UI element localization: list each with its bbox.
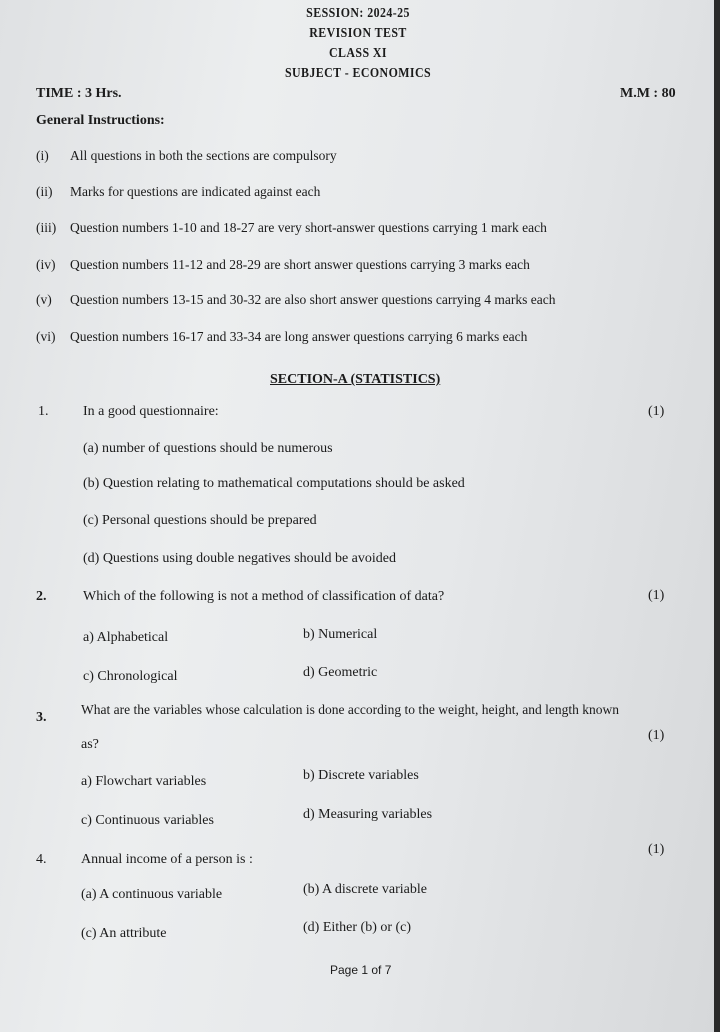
option: c) Continuous variables: [81, 813, 214, 828]
option: (a) A continuous variable: [81, 887, 223, 902]
instruction-text: Marks for questions are indicated against each: [70, 184, 321, 199]
option: (c) Personal questions should be prepared: [83, 513, 317, 528]
instruction-number: (i): [36, 148, 49, 163]
question-text: What are the variables whose calculation is done according to the weight, height, and length known: [81, 702, 619, 717]
option: d) Measuring variables: [303, 807, 433, 822]
option: c) Chronological: [83, 669, 178, 684]
question-number: 3.: [36, 710, 47, 725]
instruction-text: All questions in both the sections are compulsory: [70, 148, 337, 163]
instruction-text: Question numbers 1-10 and 18-27 are very short-answer questions carrying 1 mark each: [70, 220, 547, 235]
instruction-text: Question numbers 13-15 and 30-32 are also short answer questions carrying 4 marks each: [70, 292, 556, 307]
question-number: 2.: [36, 589, 47, 604]
instruction-text: Question numbers 16-17 and 33-34 are long answer questions carrying 6 marks each: [70, 329, 528, 344]
instruction-text: Question numbers 11-12 and 28-29 are short answer questions carrying 3 marks each: [70, 257, 530, 272]
option: b) Numerical: [303, 627, 378, 642]
option: (b) Question relating to mathematical computations should be asked: [83, 476, 465, 491]
question-text: In a good questionnaire:: [83, 404, 219, 419]
question-text-continued: as?: [81, 737, 99, 752]
option: (c) An attribute: [81, 926, 167, 941]
question-marks: (1): [648, 404, 665, 419]
instruction-number: (vi): [36, 329, 56, 344]
class-heading: CLASS XI: [329, 46, 387, 61]
max-marks-label: M.M : 80: [620, 86, 676, 101]
option: (b) A discrete variable: [303, 882, 428, 897]
instruction-number: (v): [36, 292, 52, 307]
option: b) Discrete variables: [303, 768, 419, 783]
instruction-number: (iii): [36, 220, 57, 235]
question-number: 1.: [38, 404, 49, 419]
option: (d) Either (b) or (c): [303, 920, 412, 935]
instruction-number: (iv): [36, 257, 56, 272]
subject-heading: SUBJECT - ECONOMICS: [284, 66, 432, 81]
question-text: Which of the following is not a method of classification of data?: [83, 589, 445, 604]
question-marks: (1): [648, 728, 665, 743]
question-number: 4.: [36, 852, 47, 867]
question-text: Annual income of a person is :: [81, 852, 253, 867]
option: (d) Questions using double negatives should be avoided: [83, 551, 397, 566]
question-marks: (1): [648, 588, 665, 603]
option: (a) number of questions should be numerous: [83, 441, 333, 456]
section-title: SECTION-A (STATISTICS): [270, 372, 441, 387]
instructions-title: General Instructions:: [36, 113, 165, 128]
page-number: Page 1 of 7: [330, 963, 392, 977]
test-heading: REVISION TEST: [309, 26, 407, 41]
time-label: TIME : 3 Hrs.: [36, 86, 122, 101]
paper-edge-shadow: [714, 0, 720, 1032]
instruction-number: (ii): [36, 184, 53, 199]
option: d) Geometric: [303, 665, 378, 680]
question-marks: (1): [648, 842, 665, 857]
option: a) Flowchart variables: [81, 774, 207, 789]
option: a) Alphabetical: [83, 630, 169, 645]
session-heading: SESSION: 2024-25: [306, 6, 410, 21]
